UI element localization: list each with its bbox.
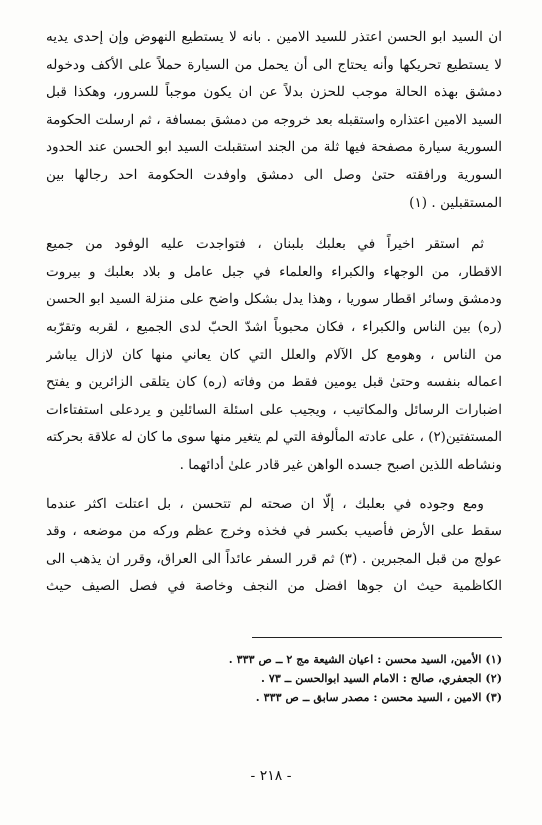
text-line: (ره) بين الناس والكبراء ، فكان محبوباً اشدّ الحبّ لدى الجميع ، لقربه وتقرّبه xyxy=(46,318,502,335)
text-line: السيد الامين اعتذاره واستقبله بعد خروجه من دمشق بمسافة ، ثم ارسلت الحكومة xyxy=(46,112,502,128)
paragraph-2 xyxy=(46,231,502,479)
text-line: لا يستطيع تحريكها وأنه يحتاج الى أن يحمل من السيارة حملاً على الأكف ودخوله xyxy=(46,56,502,73)
footnote-divider xyxy=(252,637,502,638)
text-line: الاقطار، من الوجهاء والكبراء والعلماء في جبل عامل و بلاد بعلبك و بيروت xyxy=(46,263,502,280)
text-line: اعماله بنفسه وحتىٰ قبل يومين فقط من وفاته (ره) كان يتلقى الزائرين و يفتح xyxy=(46,374,502,391)
paragraph-gap xyxy=(46,217,502,231)
footnote: (١) الأمين، السيد محسن : اعيان الشيعة مج ٢ ــ ص ٣٣٣ . xyxy=(228,651,502,666)
text-line: ثم استقر اخيراً في بعلبك بلبنان ، فتواجدت عليه الوفود من جميع xyxy=(46,236,484,253)
page-number: - ٢١٨ - xyxy=(250,768,292,784)
text-line: دمشق بهذه الحالة موجب للحزن بدلاً عن ان يكون موجباً للسرور، وهكذا قبل xyxy=(46,84,502,101)
text-line: عولج من قبل المجبرين . (٣) ثم قرر السفر عائداً الى العراق، وقرر ان يذهب الى xyxy=(46,550,502,567)
text-line: المستفتين(٢) ، على عادته المألوفة التي لم يتغير منها سوى ما كان له علاقة بحركته xyxy=(46,430,502,446)
text-line: الكاظمية حيث ان جوها افضل من النجف وخاصة في فصل الصيف حيث xyxy=(46,578,502,595)
text-line: من الناس ، وهومع كل الآلام والعلل التي كان يعاني منها كان لازال يباشر xyxy=(46,346,502,363)
text-line: ودمشق وسائر اقطار سوريا ، وهذا يدل بشكل واضح على منزلة السيد ابو الحسن xyxy=(46,291,502,308)
footnotes xyxy=(46,650,502,707)
text-line: السورية سيارة مصفحة فيها ثلة من الجند استقبلت السيد ابو الحسن عند الحدود xyxy=(46,139,502,156)
text-line: ونشاطه اللذين اصبح جسده الواهن غير قادر علىٰ أدائهما . xyxy=(179,456,502,473)
paragraph-gap xyxy=(46,480,502,491)
text-line: ان السيد ابو الحسن اعتذر للسيد الامين . بانه لا يستطيع النهوض وإن إحدى يديه xyxy=(46,29,502,45)
text-line: السورية ورافقته حتىٰ وصل الى دمشق واوفدت الحكومة احد رجالها بين xyxy=(46,166,502,183)
paragraph-3 xyxy=(46,491,502,601)
footnote: (٣) الامين ، السيد محسن : مصدر سابق ــ ص ٣٣٣ . xyxy=(255,689,502,704)
text-line: اضبارات الرسائل والمكاتيب ، ويجيب على اسئلة السائلين و يردعلى استفتاءات xyxy=(46,401,502,418)
paragraph-1 xyxy=(46,24,502,217)
text-line: المستقبلين . (١) xyxy=(409,194,502,211)
text-line: سقط على الأرض فأصيب بكسر في فخذه وخرج عظم وركه من موضعه ، وقد xyxy=(46,523,502,540)
text-line: ومع وجوده في بعلبك ، إلّا ان صحته لم تتحسن ، بل اعتلت اكثر عندما xyxy=(46,495,484,512)
footnote: (٢) الجعفري، صالح : الامام السيد ابوالحسن ــ ٧٣ . xyxy=(261,670,502,685)
